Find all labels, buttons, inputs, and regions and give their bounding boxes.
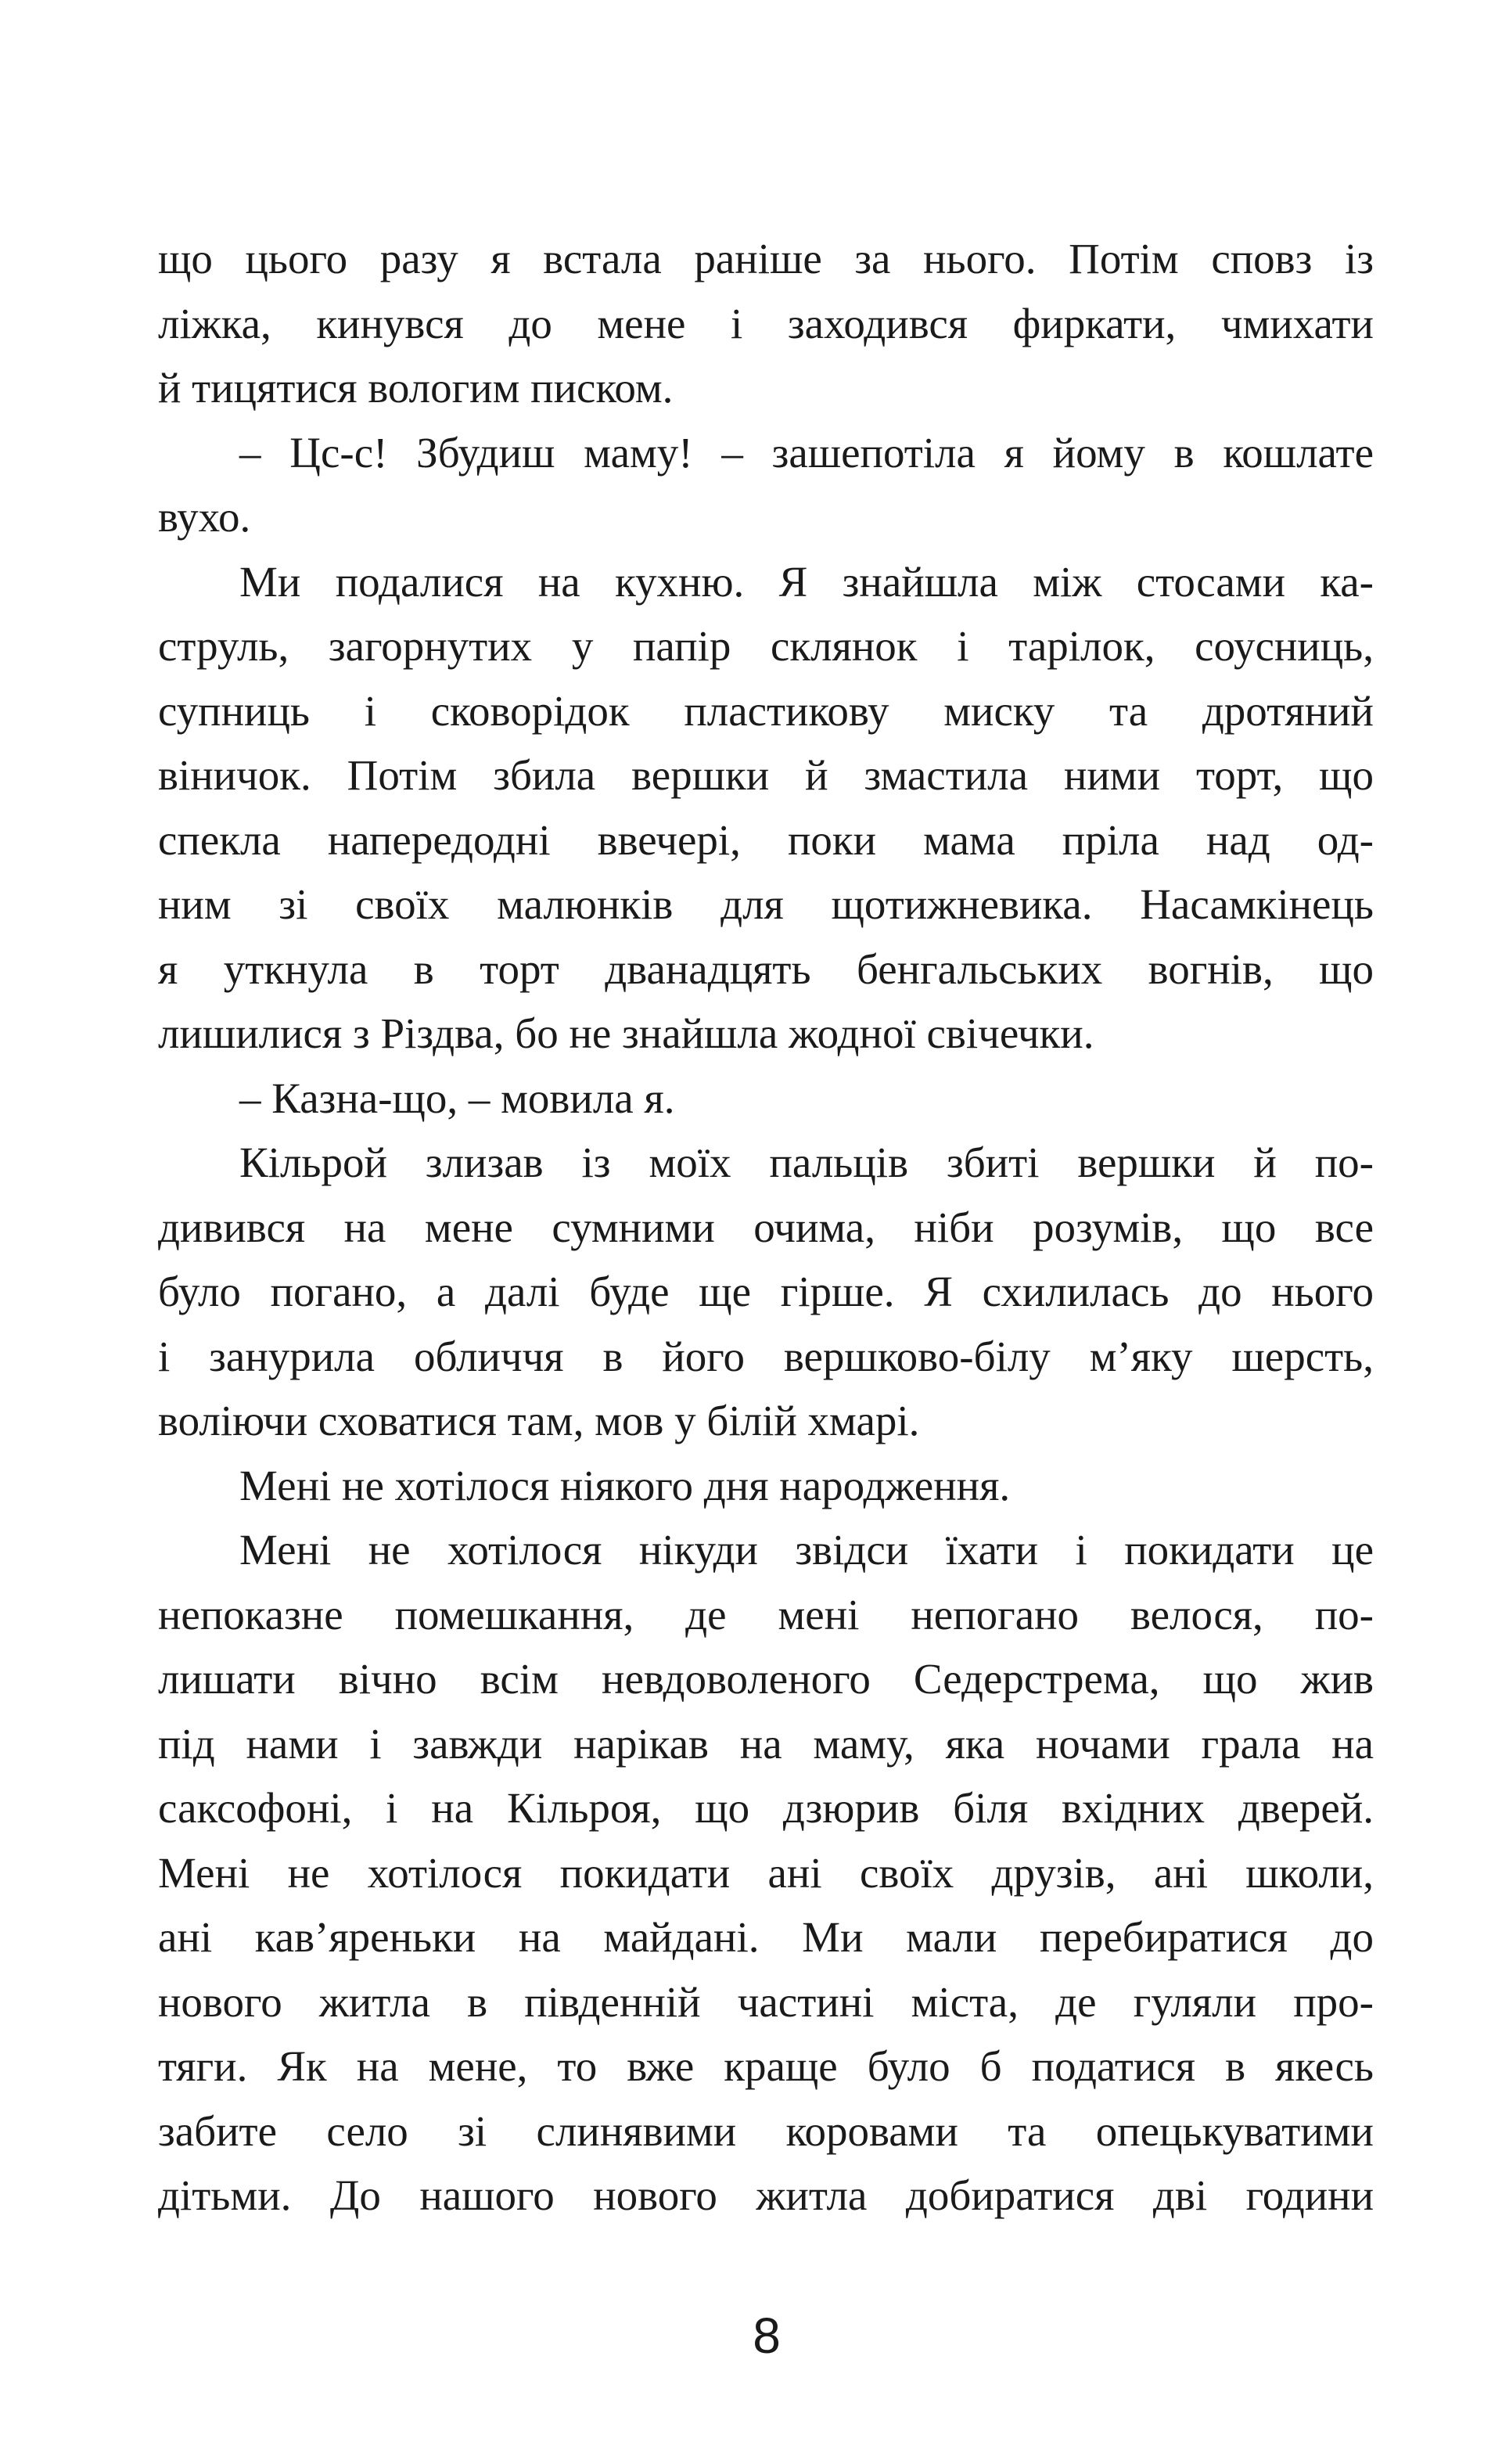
text-line: було погано, а далі буде ще гірше. Я схилилась до нього (158, 1268, 1374, 1315)
body-text (158, 227, 1374, 2228)
text-line: – Цс-с! Збудиш маму! – зашепотіла я йому в кошлате (239, 428, 1374, 477)
text-line: Ми подалися на кухню. Я знайшла між стосами ка- (239, 557, 1374, 606)
text-line: дивився на мене сумними очима, ніби розумів, що все (158, 1203, 1374, 1251)
text-line: Мені не хотілося ніякого дня народження. (239, 1461, 1011, 1509)
text-line: під нами і завжди нарікав на маму, яка ночами грала на (158, 1719, 1374, 1768)
text-line: дітьми. До нашого нового житла добиратися дві години (158, 2171, 1374, 2219)
text-line: Мені не хотілося покидати ані своїх друзів, ані школи, (158, 1848, 1374, 1897)
text-line: Мені не хотілося нікуди звідси їхати і покидати це (239, 1526, 1374, 1574)
text-line: непоказне помешкання, де мені непогано велося, по- (158, 1590, 1374, 1638)
text-line: ані кав’яреньки на майдані. Ми мали перебиратися до (158, 1913, 1374, 1961)
text-line: і занурила обличчя в його вершково-білу м’яку шерсть, (158, 1332, 1374, 1380)
text-line: лишати вічно всім невдоволеного Седерстрема, що жив (158, 1655, 1374, 1703)
text-line: ліжка, кинувся до мене і заходився фиркати, чмихати (158, 299, 1374, 347)
text-line: тяги. Як на мене, то вже краще було б податися в якесь (158, 2042, 1374, 2090)
text-line: – Казна-що, – мовила я. (239, 1074, 675, 1122)
text-line: що цього разу я встала раніше за нього. Потім сповз із (158, 235, 1374, 282)
text-line: віничок. Потім збила вершки й змастила ними торт, що (158, 751, 1374, 799)
text-line: лишилися з Різдва, бо не знайшла жодної свічечки. (158, 1009, 1094, 1057)
text-line: спекла напередодні ввечері, поки мама пріла над од- (158, 815, 1374, 864)
text-line: саксофоні, і на Кільроя, що дзюрив біля вхідних дверей. (158, 1784, 1374, 1832)
text-line: й тицятися вологим писком. (158, 364, 674, 412)
text-line: ним зі своїх малюнків для щотижневика. Насамкінець (158, 880, 1374, 928)
text-line: супниць і сковорідок пластикову миску та дротяний (158, 686, 1374, 735)
text-line: воліючи сховатися там, мов у білій хмарі. (158, 1397, 920, 1444)
text-line: Кільрой злизав із моїх пальців збиті вершки й по- (239, 1138, 1374, 1186)
text-line: я уткнула в торт дванадцять бенгальських вогнів, що (158, 944, 1374, 993)
text-line: забите село зі слинявими коровами та опецькуватими (158, 2106, 1374, 2155)
text-line: струль, загорнутих у папір склянок і тарілок, соусниць, (158, 622, 1374, 670)
text-line: нового житла в південній частині міста, де гуляли про- (158, 1977, 1374, 2026)
page-number: 8 (753, 2308, 781, 2364)
text-line: вухо. (158, 493, 251, 541)
